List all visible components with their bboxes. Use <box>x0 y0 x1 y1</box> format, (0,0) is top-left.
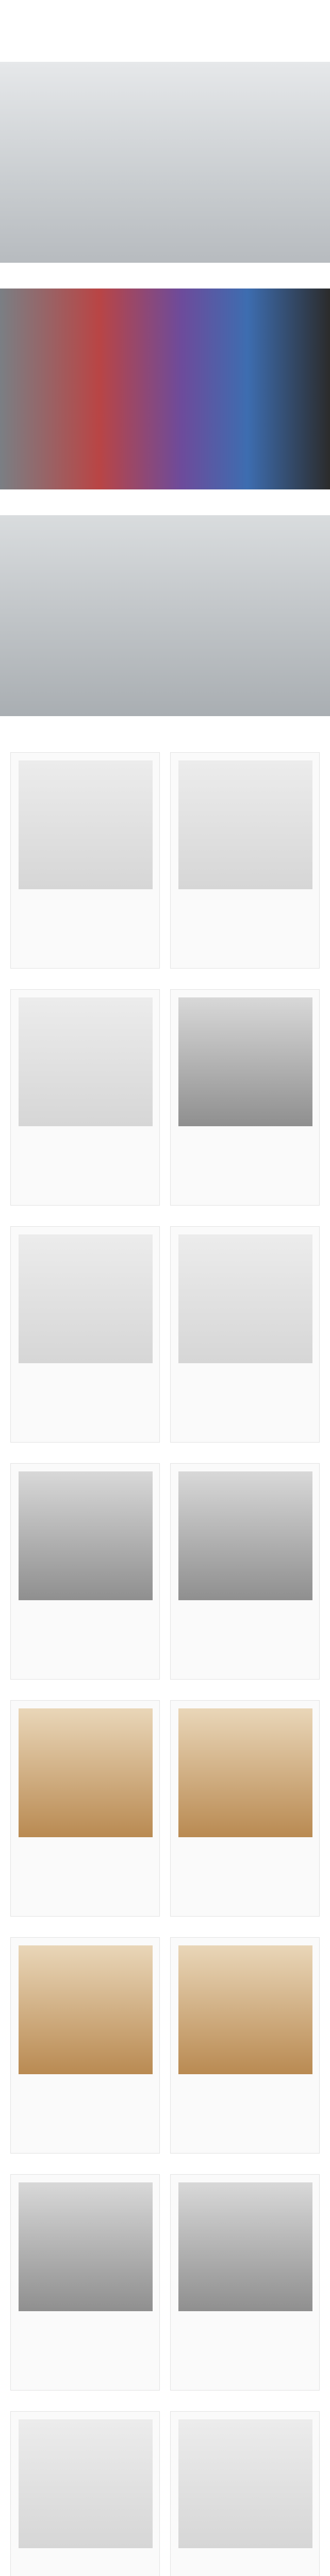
product-card[interactable] <box>170 2174 320 2391</box>
product-photo <box>19 2182 153 2311</box>
product-row <box>0 2401 330 2576</box>
product-row <box>0 1690 330 1927</box>
product-photo <box>19 1708 153 1837</box>
product-card[interactable] <box>10 989 160 1206</box>
page-title <box>0 0 330 15</box>
product-card[interactable] <box>170 2411 320 2576</box>
product-row <box>0 1927 330 2164</box>
product-card[interactable] <box>10 2411 160 2576</box>
product-card[interactable] <box>10 1226 160 1443</box>
product-card[interactable] <box>10 1700 160 1917</box>
product-photo <box>178 1945 312 2074</box>
product-card[interactable] <box>10 1937 160 2154</box>
product-card[interactable] <box>170 1226 320 1443</box>
product-photo <box>19 2419 153 2548</box>
product-card[interactable] <box>170 1700 320 1917</box>
product-photo <box>19 1945 153 2074</box>
product-card[interactable] <box>170 752 320 969</box>
product-photo <box>19 997 153 1126</box>
product-photo <box>19 1234 153 1363</box>
product-row <box>0 1216 330 1453</box>
product-photo <box>19 1471 153 1600</box>
product-photo <box>178 997 312 1126</box>
product-row <box>0 979 330 1216</box>
product-photo <box>178 2419 312 2548</box>
product-card[interactable] <box>10 1463 160 1680</box>
product-photo <box>178 1234 312 1363</box>
product-card[interactable] <box>10 2174 160 2391</box>
product-card[interactable] <box>170 989 320 1206</box>
product-photo <box>178 1708 312 1837</box>
product-row <box>0 1453 330 1690</box>
product-card[interactable] <box>170 1937 320 2154</box>
salon-banner-photo <box>0 62 330 263</box>
product-card[interactable] <box>10 752 160 969</box>
trolley-in-salon-banner-photo <box>0 515 330 716</box>
product-photo <box>19 760 153 889</box>
product-card[interactable] <box>170 1463 320 1680</box>
product-row <box>0 742 330 979</box>
page-header <box>0 0 330 62</box>
product-photo <box>178 1471 312 1600</box>
color-trolleys-banner-photo <box>0 289 330 489</box>
product-row <box>0 2164 330 2401</box>
product-photo <box>178 2182 312 2311</box>
product-photo <box>178 760 312 889</box>
